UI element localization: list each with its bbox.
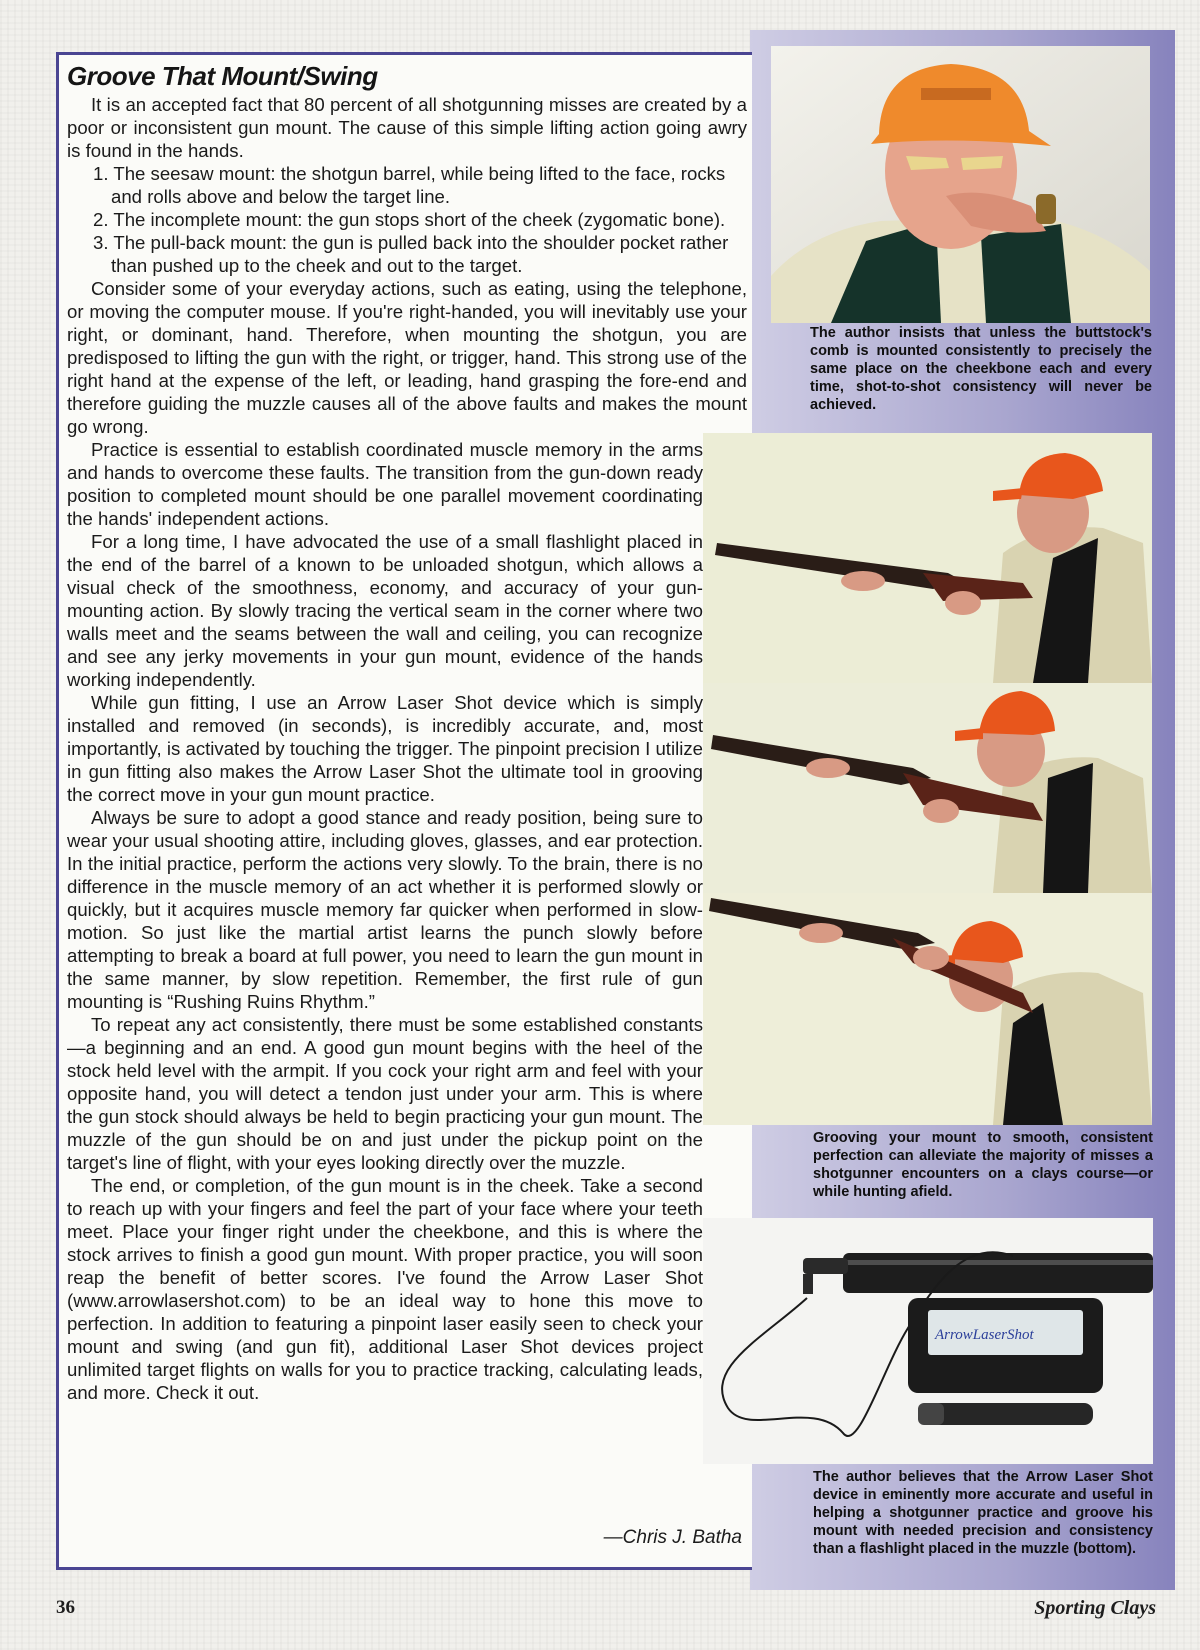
byline: —Chris J. Batha: [603, 1527, 742, 1548]
photo-author-cheekbone-image: [771, 46, 1150, 323]
paragraph-5: Always be sure to adopt a good stance and ready position, being sure to wear your usual shooting attire, including gloves, glasses, and ear protection. In the initial practice, perform the actions very slowly. To the brain, there is no difference in the muscle memory of an act whether it is performed slowly or quickly, but it acquires muscle memory far quicker when performed in slow-motion. So just like the martial artist learns the punch slowly before attempting to break a board at full power, you need to learn the gun mount in the same manner, by slow repetition. Remember, the first rule of gun mounting is “Rushing Ruins Rhythm.”: [67, 807, 703, 1012]
narrow-column: [67, 438, 747, 1404]
paragraph-4: While gun fitting, I use an Arrow Laser Shot device which is simply installed and removed (in seconds), is incredibly accurate, and, most importantly, is activated by touching the trigger. The pinpoint precision I utilize in gun fitting also makes the Arrow Laser Shot the ultimate tool in grooving the correct move in your gun mount practice.: [67, 692, 703, 805]
article-body: [67, 61, 747, 1404]
photo-laser-device-image: [703, 1218, 1153, 1464]
caption-photo-2: Grooving your mount to smooth, consistent perfection can alleviate the majority of misses a shotgunner encounters on a clays course—or while hunting afield.: [813, 1130, 1153, 1200]
fault-item-1: 1. The seesaw mount: the shotgun barrel, while being lifted to the face, rocks and rolls above and below the target line.: [93, 163, 726, 207]
page-number: 36: [56, 1597, 75, 1618]
fault-item-3: 3. The pull-back mount: the gun is pulled back into the shoulder pocket rather than pushed up to the cheek and out to the target.: [93, 232, 729, 276]
mount-frame-1: [703, 433, 1152, 683]
paragraph-7: The end, or completion, of the gun mount is in the cheek. Take a second to reach up with your fingers and feel the part of your face where your teeth meet. Place your finger right under the cheekbone, and this is where the stock arrives to finish a good gun mount. With proper practice, you will soon reap the benefit of better scores. I've found the Arrow Laser Shot (www.arrowlasershot.com) to be an ideal way to hone this move to perfection. In addition to featuring a pinpoint laser easily seen to check your mount and swing (and gun fit), additional Laser Shot devices project unlimited target flights on walls for you to practice tracking, calculating leads, and more. Check it out.: [67, 1175, 703, 1403]
mount-frame-3: [703, 893, 1152, 1125]
photo-author-cheekbone: [771, 46, 1150, 323]
mount-frame-2: [703, 683, 1152, 893]
article-box: [56, 52, 752, 1570]
fault-list: [67, 162, 747, 277]
magazine-title: Sporting Clays: [1034, 1597, 1156, 1619]
paragraph-1: Consider some of your everyday actions, such as eating, using the telephone, or moving the computer mouse. If you're right-handed, you will inevitably use your right, or dominant, hand. Therefore, when mounting the shotgun, you are predisposed to lifting the gun with the right, or trigger, hand. This strong use of the right hand at the expense of the left, or leading, hand grasping the fore-end and therefore guiding the muzzle causes all of the above faults and makes the mount go wrong.: [67, 278, 747, 437]
photo-mount-sequence: [703, 433, 1152, 1125]
caption-photo-1: The author insists that unless the buttstock's comb is mounted consistently to precisely the same place on the cheekbone each and every time, shot-to-shot consistency will never be achieved.: [810, 325, 1152, 413]
paragraph-6: To repeat any act consistently, there must be some established constants—a beginning and an end. A good gun mount begins with the heel of the stock held level with the armpit. If you cock your right arm and feel with your opposite hand, you will detect a tendon just under your arm. This is where the gun stock should always be held to begin practicing your gun mount. The muzzle of the gun should be on and just under the pickup point on the target's line of flight, with your eyes looking directly over the muzzle.: [67, 1014, 703, 1173]
intro-paragraph: It is an accepted fact that 80 percent of all shotgunning misses are created by a poor or inconsistent gun mount. The cause of this simple lifting action going awry is found in the hands.: [67, 94, 747, 161]
laser-box-logo: ArrowLaserShot: [935, 1327, 1034, 1343]
fault-item-2: 2. The incomplete mount: the gun stops short of the cheek (zygomatic bone).: [93, 209, 726, 230]
article-text: [67, 93, 747, 1404]
caption-photo-3: The author believes that the Arrow Laser Shot device in eminently more accurate and useful in helping a shotgunner practice and groove his mount with needed precision and consistency than a flashlight placed in the muzzle (bottom).: [813, 1469, 1153, 1557]
paragraph-2: Practice is essential to establish coordinated muscle memory in the arms and hands to overcome these faults. The transition from the gun-down ready position to completed mount should be one parallel movement coordinating the hands' independent actions.: [67, 439, 703, 529]
article-headline: Groove That Mount/Swing: [67, 61, 378, 91]
photo-laser-device: [703, 1218, 1153, 1464]
photo-mount-sequence-image: [703, 433, 1152, 1125]
paragraph-3: For a long time, I have advocated the use of a small flashlight placed in the end of the barrel of a known to be unloaded shotgun, which allows a visual check of the smoothness, economy, and accuracy of your gun-mounting action. By slowly tracing the vertical seam in the corner where two walls meet and the seams between the wall and ceiling, you can recognize and see any jerky movements in your gun mount, evidence of the hands working independently.: [67, 531, 703, 690]
